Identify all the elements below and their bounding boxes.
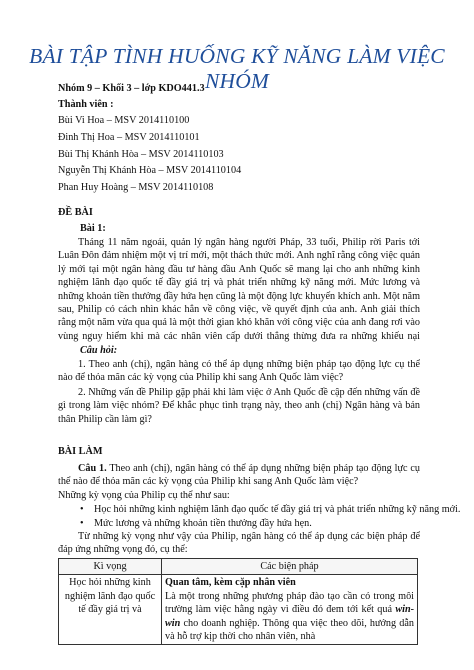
table-intro: Từ những kỳ vọng như vậy của Philip, ngân hàng có thể áp dụng các biện pháp để đáp ứng những vọng đó, cụ thể: (58, 531, 420, 556)
document-title: BÀI TẬP TÌNH HUỐNG KỸ NĂNG LÀM VIỆC NHÓM (29, 44, 445, 93)
cau1-label: Câu 1. (78, 463, 107, 474)
members-label: Thành viên : (58, 99, 114, 110)
question-2: 2. Những vấn đề Philip gặp phải khi làm việc ở Anh Quốc đề cập đến những vấn đề gì trong làm việc nhóm? Để khắc phục tình trạng này, theo anh (chị) Ngân hàng và bản thân Philip cần làm gì? (58, 387, 420, 425)
bai1-label: Bài 1: (80, 223, 106, 234)
member-item: Đinh Thị Hoa – MSV 2014110101 (58, 132, 200, 143)
member-item: Bùi Thị Khánh Hòa – MSV 2014110103 (58, 149, 224, 160)
measure-title: Quan tâm, kèm cặp nhân viên (165, 577, 296, 589)
table-row (59, 575, 418, 645)
member-item: Bùi Vi Hoa – MSV 2014110100 (58, 115, 190, 126)
table-header-row (59, 559, 418, 575)
expectations-intro: Những kỳ vọng của Philip cụ thể như sau: (58, 490, 230, 501)
member-item: Nguyễn Thị Khánh Hòa – MSV 2014110104 (58, 165, 242, 176)
expectation-item: • Mức lương và những khoản tiền thưởng đầy hứa hẹn. (80, 517, 460, 531)
member-item: Phan Huy Hoàng – MSV 2014110108 (58, 182, 214, 193)
measures-table (58, 558, 418, 645)
table-header-expectation: Kì vọng (59, 559, 162, 575)
table-cell-expectation: Học hỏi những kinh nghiệm lãnh đạo quốc tế đầy giá trị và (59, 575, 162, 645)
measure-text-a: Là một trong những phương pháp đào tạo cần có trong môi trường làm việc hằng ngày vì điều đó đem tới kết quả (165, 590, 414, 616)
measure-text-emphasis: win-win (165, 604, 414, 629)
measure-text (165, 590, 414, 644)
group-info: Nhóm 9 – Khối 3 – lớp KDO441.3 (58, 83, 205, 94)
table-cell-measures (162, 575, 418, 645)
story-paragraph: Tháng 11 năm ngoái, quản lý ngân hàng người Pháp, 33 tuổi, Philip rời Paris tới Luân Đôn đảm nhiệm một vị trí mới, một thách thức mới. Anh nghĩ rằng công việc quản lý mới tại một ngân hàng đầu tư hàng đầu Anh Quốc sẽ mang lại cho anh những kinh nghiệm lãnh đạo quốc tế đầy giá trị và phát triển những kỹ năng mới. Mức lương và những khoản tiền thưởng đầy hứa hẹn cũng là một động lực khuyến khích anh. Một năm sau, Philip có cách nhìn khác hẳn về công việc, về quyết định của anh. Anh giải thích rằng một năm vừa qua quả là một thời gian khó khăn với công việc của anh đang rơi vào vùng nguy hiểm khi mà các nhân viên cấp dưới thẳng thừng đưa ra những khiếu nại (58, 237, 420, 342)
questions-label: Câu hỏi: (80, 345, 118, 356)
question-1: 1. Theo anh (chị), ngân hàng có thể áp dụng những biện pháp tạo động lực cụ thể nào để thỏa mãn các kỳ vọng của Philip khi sang Anh Quốc làm việc? (58, 359, 420, 384)
de-bai-heading: ĐỀ BÀI (58, 207, 93, 218)
measure-text-b: cho doanh nghiệp. Thông qua việc theo dõi, hướng dẫn và hỗ trợ kịp thời cho nhân viên, nhà (165, 617, 414, 643)
bai-lam-heading: BÀI LÀM (58, 446, 103, 457)
table-header-measures: Các biện pháp (162, 559, 418, 575)
expectations-list (80, 503, 460, 531)
expectation-item: • Học hỏi những kinh nghiệm lãnh đạo quốc tế đầy giá trị và phát triển những kỹ năng mới. (80, 503, 460, 517)
cau1-text: Theo anh (chị), ngân hàng có thể áp dụng những biện pháp tạo động lực cụ thể nào để thỏa mãn các kỳ vọng của Philip khi sang Anh Quốc làm việc? (58, 463, 420, 488)
answer-1-question (58, 462, 420, 489)
